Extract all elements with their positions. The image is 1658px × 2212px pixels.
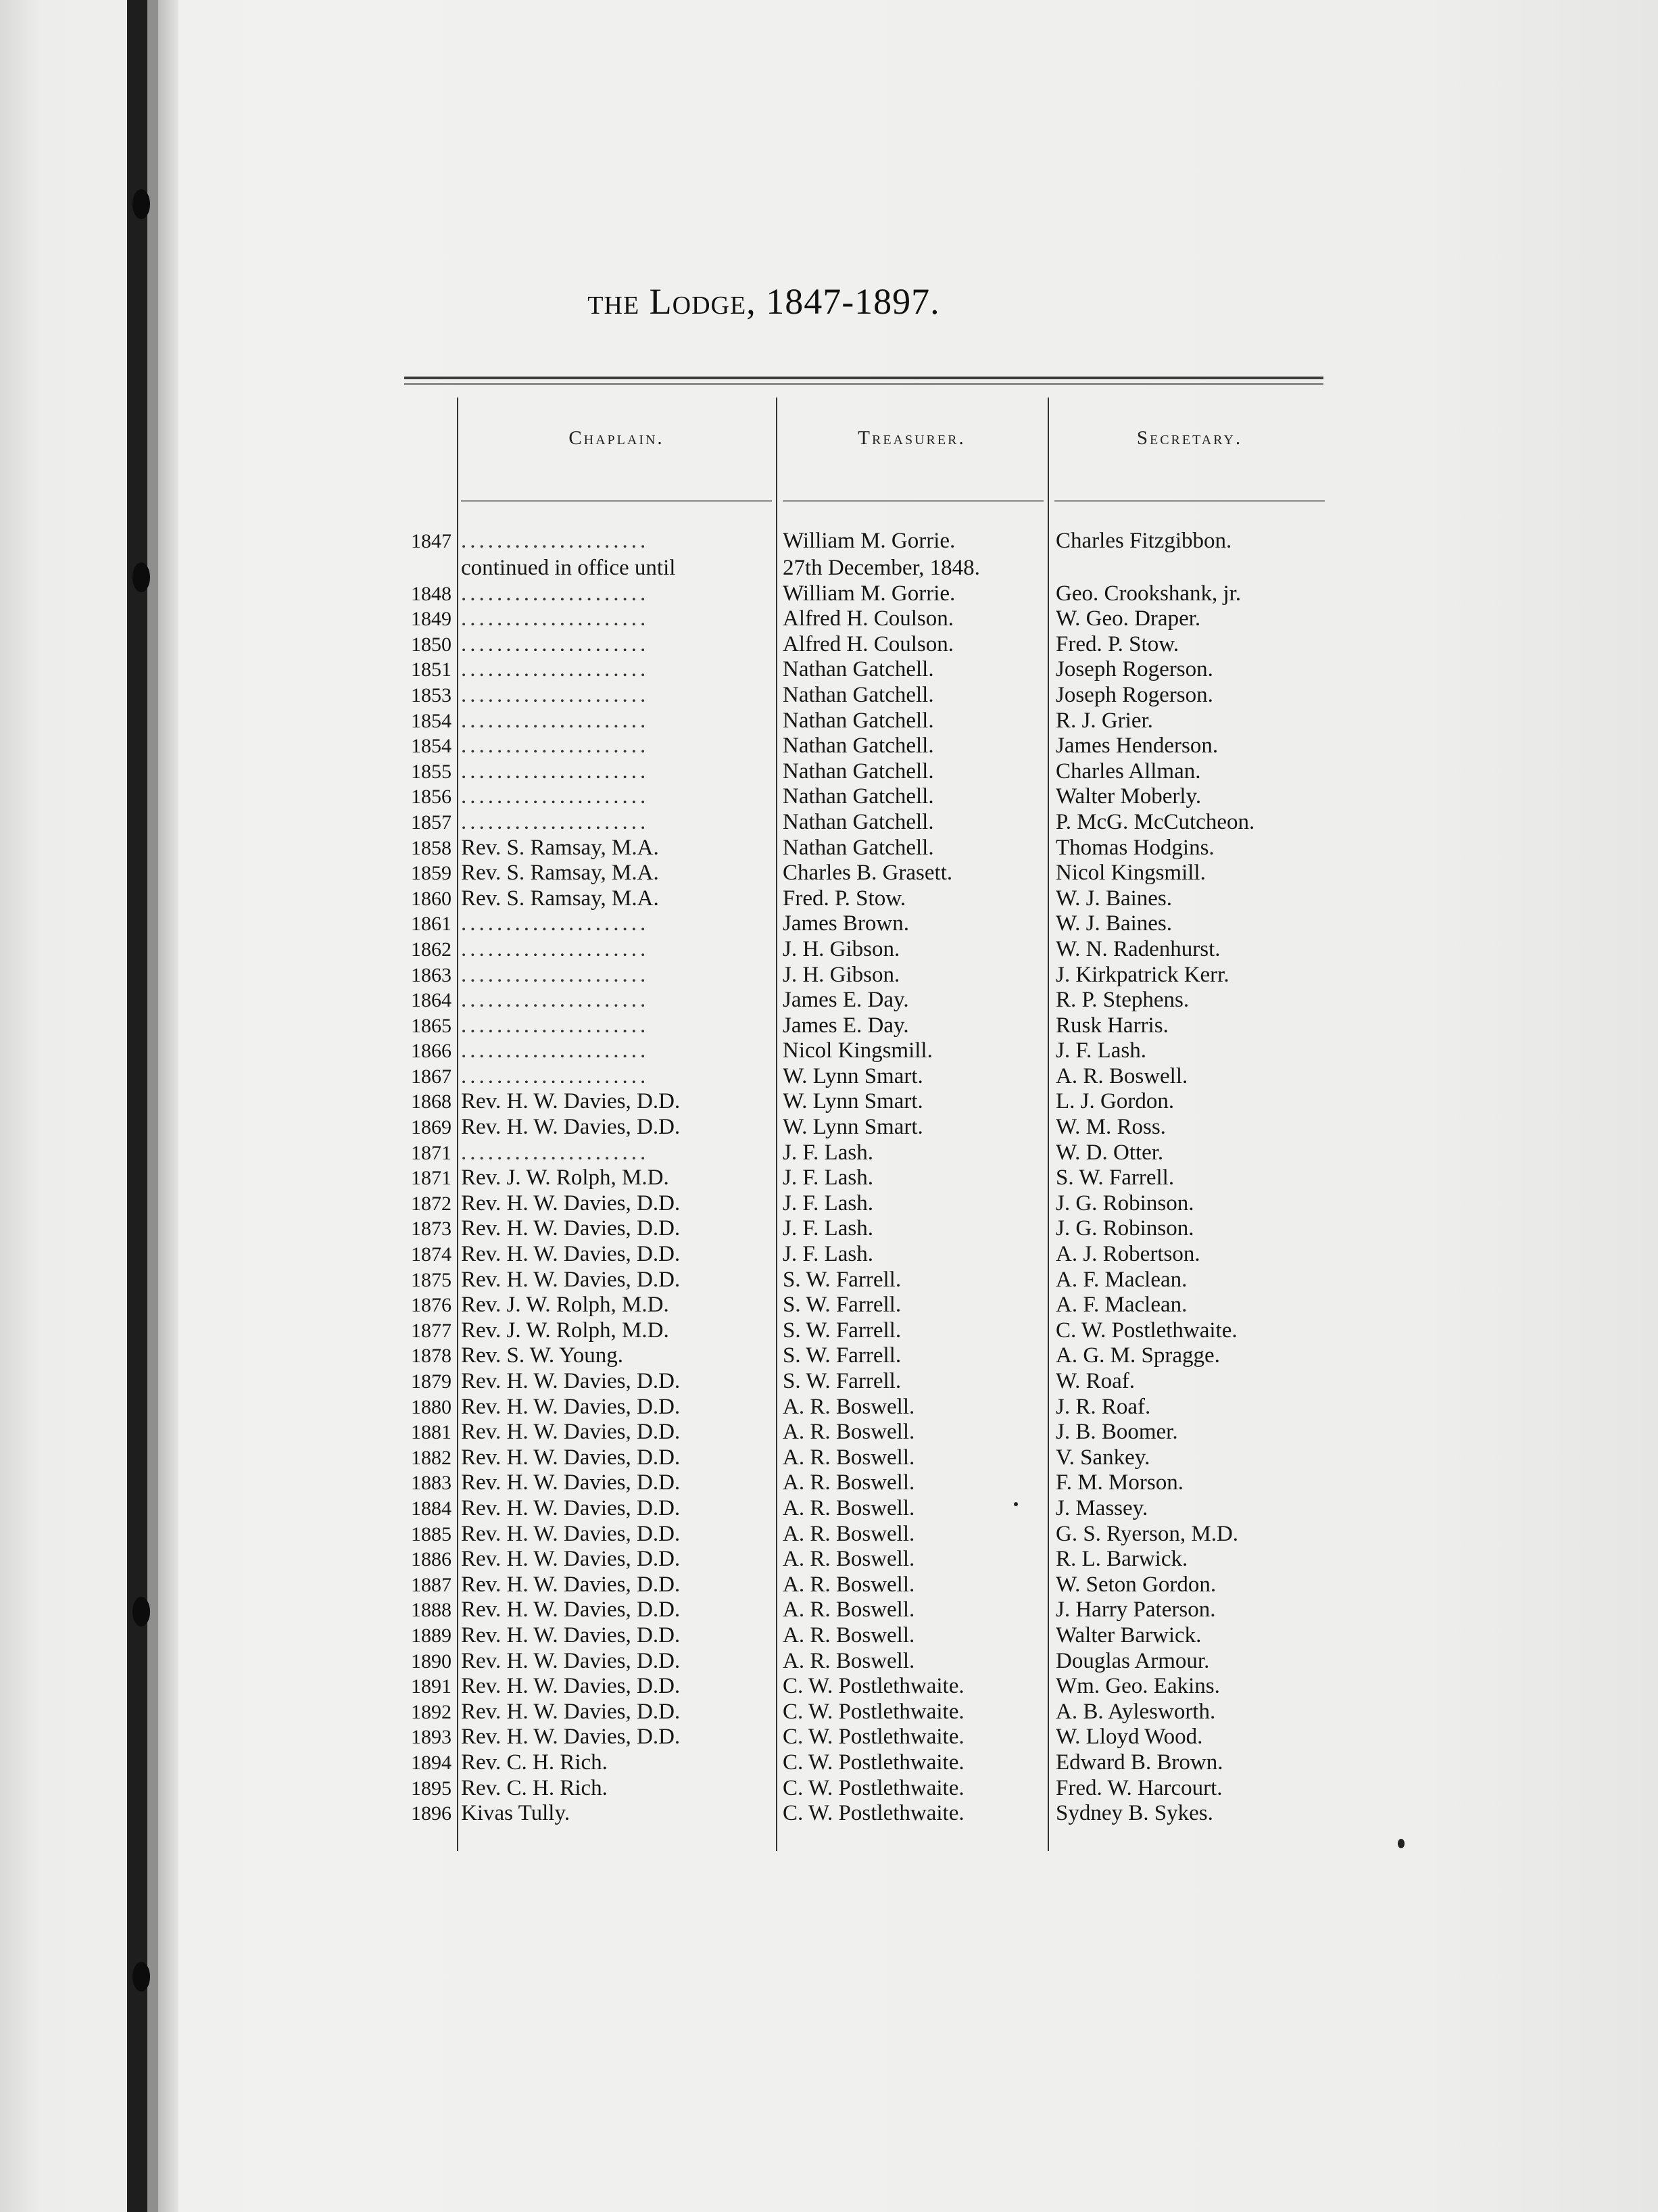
table-row xyxy=(379,1140,1338,1166)
row-treasurer: J. F. Lash. xyxy=(783,1165,873,1191)
row-year: 1873 xyxy=(411,1218,452,1241)
row-secretary: J. Kirkpatrick Kerr. xyxy=(1056,962,1229,987)
table-row xyxy=(379,657,1338,683)
row-secretary: Charles Fitzgibbon. xyxy=(1056,529,1232,553)
row-secretary: Edward B. Brown. xyxy=(1056,1750,1223,1775)
table-row xyxy=(379,632,1338,658)
row-secretary: A. B. Aylesworth. xyxy=(1056,1699,1216,1724)
row-secretary: R. P. Stephens. xyxy=(1056,988,1190,1013)
row-year: 1878 xyxy=(411,1345,452,1368)
row-treasurer: Alfred H. Coulson. xyxy=(783,631,954,656)
row-secretary: Walter Moberly. xyxy=(1056,784,1202,809)
table-row xyxy=(379,734,1338,759)
row-year: 1890 xyxy=(411,1650,452,1673)
table-row xyxy=(379,963,1338,988)
row-secretary: Fred. W. Harcourt. xyxy=(1056,1775,1223,1800)
row-chaplain: Rev. H. W. Davies, D.D. xyxy=(461,1572,681,1597)
row-secretary: Walter Barwick. xyxy=(1056,1622,1202,1648)
row-secretary: G. S. Ryerson, M.D. xyxy=(1056,1521,1239,1546)
row-year: 1869 xyxy=(411,1116,452,1139)
table-row xyxy=(379,810,1338,836)
row-treasurer: W. Lynn Smart. xyxy=(783,1063,923,1088)
row-secretary: W. J. Baines. xyxy=(1056,886,1173,911)
row-secretary: W. Roaf. xyxy=(1056,1369,1136,1393)
table-row xyxy=(379,683,1338,708)
row-treasurer: S. W. Farrell. xyxy=(783,1267,902,1292)
row-year: 1895 xyxy=(411,1777,452,1800)
table-row xyxy=(379,836,1338,861)
table-row xyxy=(379,1725,1338,1750)
table-row xyxy=(379,1445,1338,1471)
chaplain-leader-dots: ..................... xyxy=(461,606,650,631)
row-year: 1862 xyxy=(411,938,452,961)
row-year: 1894 xyxy=(411,1751,452,1774)
row-year: 1888 xyxy=(411,1599,452,1622)
row-chaplain: Rev. H. W. Davies, D.D. xyxy=(461,1470,681,1495)
row-year: 1874 xyxy=(411,1243,452,1266)
row-chaplain: Rev. J. W. Rolph, M.D. xyxy=(461,1293,669,1318)
table-row xyxy=(379,784,1338,810)
row-year: 1859 xyxy=(411,862,452,885)
binding-gutter xyxy=(147,0,158,2212)
row-treasurer: James E. Day. xyxy=(783,1013,909,1038)
row-chaplain: Rev. H. W. Davies, D.D. xyxy=(461,1495,681,1520)
row-treasurer: A. R. Boswell. xyxy=(783,1394,915,1419)
row-year: 1855 xyxy=(411,760,452,783)
row-treasurer: Nathan Gatchell. xyxy=(783,809,934,834)
chaplain-leader-dots: ..................... xyxy=(461,962,650,987)
table-row xyxy=(379,861,1338,886)
row-year: 1896 xyxy=(411,1802,452,1825)
binding-stitch xyxy=(132,189,150,219)
row-year: 1892 xyxy=(411,1700,452,1723)
table-row xyxy=(379,1395,1338,1420)
binding-shadow xyxy=(127,0,147,2212)
row-year: 1857 xyxy=(411,811,452,834)
row-chaplain: Rev. H. W. Davies, D.D. xyxy=(461,1622,681,1648)
column-header-rule xyxy=(1054,500,1325,502)
row-secretary: P. McG. McCutcheon. xyxy=(1056,809,1255,834)
chaplain-leader-dots: ..................... xyxy=(461,1063,650,1088)
print-speck xyxy=(1014,1502,1018,1506)
row-treasurer: Alfred H. Coulson. xyxy=(783,606,954,631)
row-secretary: A. R. Boswell. xyxy=(1056,1063,1188,1088)
chaplain-leader-dots: ..................... xyxy=(461,1140,650,1165)
row-secretary: Fred. P. Stow. xyxy=(1056,631,1179,656)
table-row xyxy=(379,1522,1338,1547)
row-secretary: Charles Allman. xyxy=(1056,759,1201,784)
row-treasurer: C. W. Postlethwaite. xyxy=(783,1801,965,1826)
row-secretary: Thomas Hodgins. xyxy=(1056,835,1215,860)
row-treasurer: A. R. Boswell. xyxy=(783,1572,915,1597)
row-year: 1850 xyxy=(411,633,452,656)
row-year: 1879 xyxy=(411,1370,452,1393)
binding-stitch xyxy=(132,562,150,592)
row-treasurer: C. W. Postlethwaite. xyxy=(783,1750,965,1775)
row-secretary: J. Harry Paterson. xyxy=(1056,1597,1216,1622)
chaplain-leader-dots: ..................... xyxy=(461,936,650,961)
row-treasurer: Nathan Gatchell. xyxy=(783,682,934,707)
row-treasurer: A. R. Boswell. xyxy=(783,1622,915,1648)
row-chaplain: Rev. H. W. Davies, D.D. xyxy=(461,1648,681,1673)
row-year: 1871 xyxy=(411,1141,452,1164)
table-row xyxy=(379,1420,1338,1445)
row-treasurer: Nathan Gatchell. xyxy=(783,835,934,860)
chaplain-leader-dots: ..................... xyxy=(461,1013,650,1038)
chaplain-leader-dots: ..................... xyxy=(461,529,650,553)
row-treasurer: A. R. Boswell. xyxy=(783,1470,915,1495)
row-secretary: R. J. Grier. xyxy=(1056,708,1153,733)
row-secretary: Rusk Harris. xyxy=(1056,1013,1169,1038)
binding-stitch xyxy=(132,1962,150,1992)
row-year: 1863 xyxy=(411,963,452,986)
column-header-rule xyxy=(461,500,772,502)
row-chaplain: Rev. C. H. Rich. xyxy=(461,1750,608,1775)
row-chaplain: Rev. S. Ramsay, M.A. xyxy=(461,835,659,860)
row-secretary: C. W. Postlethwaite. xyxy=(1056,1318,1238,1343)
row-chaplain: Rev. S. Ramsay, M.A. xyxy=(461,861,659,886)
table-row xyxy=(379,1470,1338,1496)
binding-stitch xyxy=(132,1597,150,1627)
row-secretary: James Henderson. xyxy=(1056,734,1219,759)
row-treasurer: C. W. Postlethwaite. xyxy=(783,1674,965,1699)
row-treasurer: S. W. Farrell. xyxy=(783,1293,902,1318)
note-row xyxy=(379,556,1338,581)
row-secretary: A. F. Maclean. xyxy=(1056,1267,1188,1292)
row-treasurer: Charles B. Grasett. xyxy=(783,861,953,886)
row-secretary: Sydney B. Sykes. xyxy=(1056,1801,1213,1826)
title-prefix: the xyxy=(587,281,640,322)
row-treasurer: A. R. Boswell. xyxy=(783,1597,915,1622)
column-header-chaplain: Chaplain. xyxy=(568,427,664,449)
row-chaplain: Rev. H. W. Davies, D.D. xyxy=(461,1242,681,1267)
row-chaplain: Rev. H. W. Davies, D.D. xyxy=(461,1191,681,1216)
row-chaplain: Rev. S. Ramsay, M.A. xyxy=(461,886,659,911)
row-year: 1851 xyxy=(411,658,452,681)
row-treasurer: A. R. Boswell. xyxy=(783,1495,915,1520)
row-secretary: W. M. Ross. xyxy=(1056,1115,1166,1140)
row-year: 1853 xyxy=(411,683,452,706)
row-year: 1871 xyxy=(411,1167,452,1190)
row-treasurer: J. H. Gibson. xyxy=(783,936,900,961)
binding-edge xyxy=(158,0,178,2212)
row-chaplain: Rev. J. W. Rolph, M.D. xyxy=(461,1318,669,1343)
row-treasurer: A. R. Boswell. xyxy=(783,1648,915,1673)
table-row xyxy=(379,988,1338,1013)
row-secretary: W. J. Baines. xyxy=(1056,911,1173,936)
header-rule xyxy=(404,377,1323,379)
table-row xyxy=(379,1191,1338,1217)
row-secretary: W. Seton Gordon. xyxy=(1056,1572,1217,1597)
chaplain-leader-dots: ..................... xyxy=(461,911,650,936)
row-year: 1872 xyxy=(411,1192,452,1215)
row-chaplain: Rev. H. W. Davies, D.D. xyxy=(461,1699,681,1724)
row-year: 1864 xyxy=(411,989,452,1012)
row-secretary: J. B. Boomer. xyxy=(1056,1420,1178,1445)
row-year: 1884 xyxy=(411,1497,452,1520)
table-row xyxy=(379,1165,1338,1191)
table-row xyxy=(379,886,1338,912)
chaplain-leader-dots: ..................... xyxy=(461,759,650,784)
table-row xyxy=(379,1369,1338,1395)
row-treasurer: J. F. Lash. xyxy=(783,1191,873,1216)
row-secretary: Douglas Armour. xyxy=(1056,1648,1210,1673)
row-year: 1861 xyxy=(411,913,452,936)
row-year: 1882 xyxy=(411,1446,452,1469)
row-year: 1856 xyxy=(411,786,452,809)
row-chaplain: Rev. H. W. Davies, D.D. xyxy=(461,1369,681,1393)
table-row xyxy=(379,1776,1338,1802)
table-row xyxy=(379,1597,1338,1623)
column-header-treasurer: Treasurer. xyxy=(858,427,966,449)
row-secretary: W. D. Otter. xyxy=(1056,1140,1164,1165)
row-year: 1849 xyxy=(411,608,452,631)
row-year: 1858 xyxy=(411,836,452,859)
table-row xyxy=(379,1115,1338,1140)
chaplain-leader-dots: ..................... xyxy=(461,1038,650,1063)
row-year: 1854 xyxy=(411,709,452,732)
row-year: 1891 xyxy=(411,1675,452,1698)
chaplain-leader-dots: ..................... xyxy=(461,809,650,834)
row-secretary: J. R. Roaf. xyxy=(1056,1394,1151,1419)
chaplain-leader-dots: ..................... xyxy=(461,988,650,1013)
row-chaplain: Rev. H. W. Davies, D.D. xyxy=(461,1674,681,1699)
row-treasurer: W. Lynn Smart. xyxy=(783,1115,923,1140)
row-chaplain: Rev. H. W. Davies, D.D. xyxy=(461,1597,681,1622)
row-chaplain: Rev. H. W. Davies, D.D. xyxy=(461,1725,681,1750)
table-row xyxy=(379,1674,1338,1700)
table-row xyxy=(379,1013,1338,1039)
row-treasurer: J. F. Lash. xyxy=(783,1216,873,1241)
row-treasurer: S. W. Farrell. xyxy=(783,1343,902,1368)
row-year: 1867 xyxy=(411,1065,452,1088)
row-year: 1883 xyxy=(411,1472,452,1495)
row-treasurer: Nathan Gatchell. xyxy=(783,784,934,809)
row-treasurer: J. F. Lash. xyxy=(783,1242,873,1267)
title-years: 1847-1897. xyxy=(766,281,940,322)
row-treasurer: S. W. Farrell. xyxy=(783,1318,902,1343)
row-chaplain: Rev. H. W. Davies, D.D. xyxy=(461,1521,681,1546)
table-row xyxy=(379,1623,1338,1649)
row-year: 1866 xyxy=(411,1040,452,1063)
row-year: 1865 xyxy=(411,1014,452,1037)
row-treasurer: C. W. Postlethwaite. xyxy=(783,1725,965,1750)
row-treasurer: W. Lynn Smart. xyxy=(783,1089,923,1114)
row-year: 1893 xyxy=(411,1726,452,1749)
chaplain-leader-dots: ..................... xyxy=(461,708,650,733)
row-secretary: R. L. Barwick. xyxy=(1056,1547,1188,1572)
table-row xyxy=(379,606,1338,632)
table-row xyxy=(379,1089,1338,1115)
row-year: 1885 xyxy=(411,1522,452,1545)
row-secretary: W. N. Radenhurst. xyxy=(1056,936,1221,961)
table-row xyxy=(379,1700,1338,1725)
row-treasurer: C. W. Postlethwaite. xyxy=(783,1699,965,1724)
row-secretary: J. Massey. xyxy=(1056,1495,1148,1520)
row-year: 1877 xyxy=(411,1319,452,1342)
row-secretary: J. G. Robinson. xyxy=(1056,1216,1194,1241)
row-secretary: W. Geo. Draper. xyxy=(1056,606,1201,631)
row-chaplain: Rev. J. W. Rolph, M.D. xyxy=(461,1165,669,1191)
table-row xyxy=(379,1293,1338,1318)
table-row xyxy=(379,1547,1338,1572)
row-treasurer: William M. Gorrie. xyxy=(783,581,956,606)
row-chaplain: Rev. S. W. Young. xyxy=(461,1343,623,1368)
row-secretary: Nicol Kingsmill. xyxy=(1056,861,1206,886)
row-secretary: A. G. M. Spragge. xyxy=(1056,1343,1220,1368)
chaplain-leader-dots: ..................... xyxy=(461,682,650,707)
row-year: 1886 xyxy=(411,1548,452,1571)
row-chaplain: Rev. H. W. Davies, D.D. xyxy=(461,1216,681,1241)
table-row xyxy=(379,529,1338,556)
row-chaplain: Kivas Tully. xyxy=(461,1801,570,1826)
row-year: 1848 xyxy=(411,582,452,605)
column-header-rule xyxy=(783,500,1044,502)
row-treasurer: A. R. Boswell. xyxy=(783,1547,915,1572)
row-year: 1868 xyxy=(411,1090,452,1113)
row-secretary: J. F. Lash. xyxy=(1056,1038,1146,1063)
row-chaplain: Rev. H. W. Davies, D.D. xyxy=(461,1089,681,1114)
row-chaplain: Rev. C. H. Rich. xyxy=(461,1775,608,1800)
title-word: Lodge, xyxy=(649,281,756,322)
row-treasurer: C. W. Postlethwaite. xyxy=(783,1775,965,1800)
row-secretary: A. F. Maclean. xyxy=(1056,1293,1188,1318)
officers-table xyxy=(379,529,1338,1827)
row-secretary: Geo. Crookshank, jr. xyxy=(1056,581,1242,606)
row-secretary: F. M. Morson. xyxy=(1056,1470,1184,1495)
row-year: 1854 xyxy=(411,735,452,758)
row-treasurer: Nathan Gatchell. xyxy=(783,759,934,784)
note-treasurer: 27th December, 1848. xyxy=(783,556,980,580)
row-secretary: V. Sankey. xyxy=(1056,1445,1150,1470)
row-treasurer: James E. Day. xyxy=(783,988,909,1013)
row-secretary: Joseph Rogerson. xyxy=(1056,682,1213,707)
row-year: 1889 xyxy=(411,1624,452,1647)
chaplain-leader-dots: ..................... xyxy=(461,631,650,656)
table-row xyxy=(379,708,1338,734)
row-treasurer: Nathan Gatchell. xyxy=(783,734,934,759)
table-row xyxy=(379,937,1338,963)
page-title xyxy=(0,281,1528,322)
row-year: 1887 xyxy=(411,1573,452,1596)
table-row xyxy=(379,1318,1338,1344)
chaplain-leader-dots: ..................... xyxy=(461,657,650,682)
row-secretary: A. J. Robertson. xyxy=(1056,1242,1200,1267)
chaplain-leader-dots: ..................... xyxy=(461,734,650,759)
table-row xyxy=(379,1496,1338,1522)
header-rule xyxy=(404,383,1323,385)
table-row xyxy=(379,1343,1338,1369)
row-treasurer: Nathan Gatchell. xyxy=(783,708,934,733)
row-year: 1881 xyxy=(411,1421,452,1444)
column-header-secretary: Secretary. xyxy=(1136,427,1243,449)
row-treasurer: James Brown. xyxy=(783,911,909,936)
row-treasurer: William M. Gorrie. xyxy=(783,529,956,553)
row-year: 1847 xyxy=(411,530,452,552)
row-chaplain: Rev. H. W. Davies, D.D. xyxy=(461,1547,681,1572)
table-row xyxy=(379,1801,1338,1827)
table-row xyxy=(379,759,1338,785)
row-year: 1876 xyxy=(411,1294,452,1317)
row-secretary: W. Lloyd Wood. xyxy=(1056,1725,1203,1750)
row-secretary: Joseph Rogerson. xyxy=(1056,657,1213,682)
table-row xyxy=(379,581,1338,607)
row-treasurer: J. H. Gibson. xyxy=(783,962,900,987)
table-row xyxy=(379,1038,1338,1064)
row-chaplain: Rev. H. W. Davies, D.D. xyxy=(461,1445,681,1470)
table-row xyxy=(379,1750,1338,1776)
row-treasurer: A. R. Boswell. xyxy=(783,1445,915,1470)
table-row xyxy=(379,1268,1338,1293)
row-chaplain: Rev. H. W. Davies, D.D. xyxy=(461,1115,681,1140)
row-secretary: Wm. Geo. Eakins. xyxy=(1056,1674,1220,1699)
row-treasurer: Nicol Kingsmill. xyxy=(783,1038,933,1063)
row-year: 1860 xyxy=(411,887,452,910)
row-treasurer: A. R. Boswell. xyxy=(783,1420,915,1445)
row-secretary: L. J. Gordon. xyxy=(1056,1089,1175,1114)
row-treasurer: Fred. P. Stow. xyxy=(783,886,906,911)
row-treasurer: J. F. Lash. xyxy=(783,1140,873,1165)
row-chaplain: Rev. H. W. Davies, D.D. xyxy=(461,1267,681,1292)
print-speck xyxy=(1398,1839,1405,1848)
row-year: 1875 xyxy=(411,1268,452,1291)
row-secretary: J. G. Robinson. xyxy=(1056,1191,1194,1216)
row-treasurer: A. R. Boswell. xyxy=(783,1521,915,1546)
table-row xyxy=(379,911,1338,937)
row-chaplain: Rev. H. W. Davies, D.D. xyxy=(461,1420,681,1445)
note-chaplain: continued in office until xyxy=(461,556,676,580)
chaplain-leader-dots: ..................... xyxy=(461,581,650,606)
table-row xyxy=(379,1649,1338,1675)
row-secretary: S. W. Farrell. xyxy=(1056,1165,1175,1191)
table-row xyxy=(379,1216,1338,1242)
row-year: 1880 xyxy=(411,1395,452,1418)
chaplain-leader-dots: ..................... xyxy=(461,784,650,809)
row-treasurer: S. W. Farrell. xyxy=(783,1369,902,1393)
table-row xyxy=(379,1572,1338,1598)
table-row xyxy=(379,1064,1338,1090)
table-row xyxy=(379,1242,1338,1268)
row-treasurer: Nathan Gatchell. xyxy=(783,657,934,682)
row-chaplain: Rev. H. W. Davies, D.D. xyxy=(461,1394,681,1419)
